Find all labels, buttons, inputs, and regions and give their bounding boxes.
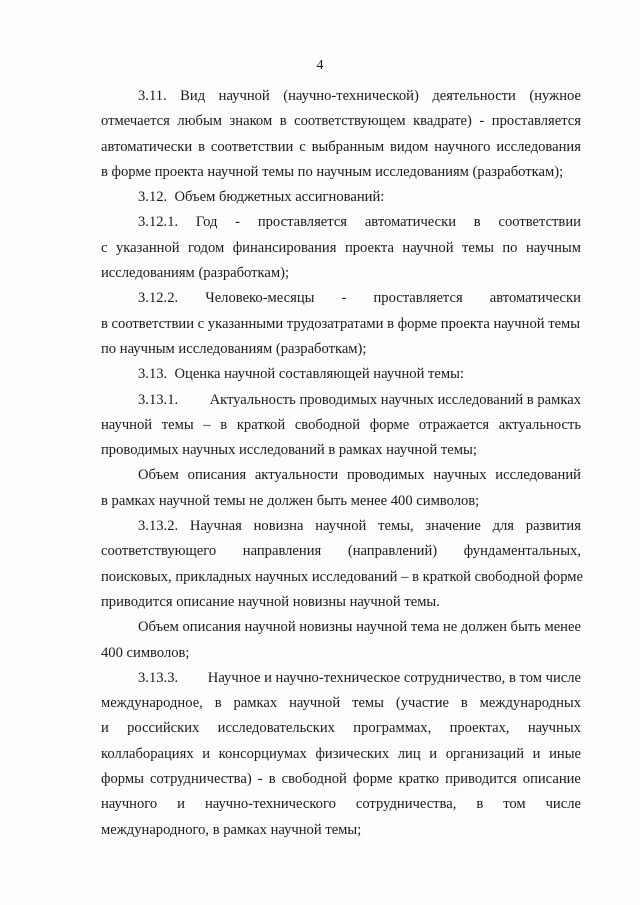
text-word: автоматически <box>364 214 457 231</box>
text-word: в <box>279 113 287 130</box>
text-line <box>101 565 581 590</box>
text-word: соответствии <box>210 138 294 155</box>
text-line <box>101 539 581 564</box>
text-line <box>101 135 581 160</box>
text-word: Человеко-месяцы <box>205 290 315 307</box>
text-word: Актуальность проводимых научных исследований в рамках <box>209 391 581 408</box>
text-run: в соответствии с указанными трудозатратами в форме проекта научной темы <box>101 315 581 332</box>
text-word: - <box>235 214 241 231</box>
text-word: исследовательских <box>217 720 335 737</box>
text-word: видом <box>390 138 429 155</box>
text-word: описание <box>522 771 581 788</box>
text-word: лиц <box>397 745 421 762</box>
text-word: квадрате) <box>413 113 472 130</box>
text-word: годом <box>188 239 225 256</box>
text-word: свободной <box>294 416 361 433</box>
text-run: 400 символов; <box>101 644 190 661</box>
text-word: - <box>341 290 347 307</box>
text-word: проставляется <box>257 214 348 231</box>
document-body <box>101 84 581 843</box>
text-word: выбранным <box>311 138 385 155</box>
text-word: организаций <box>445 745 525 762</box>
text-word: форме <box>352 771 393 788</box>
text-word: автоматически <box>101 138 193 155</box>
text-word: Вид <box>180 88 206 104</box>
text-word: в <box>460 695 468 712</box>
text-word: в <box>220 416 228 433</box>
text-word: развития <box>525 518 581 535</box>
text-word: научных <box>433 467 487 484</box>
text-line <box>101 160 581 185</box>
text-word: (научно-технической) <box>283 88 419 104</box>
text-word: формы <box>101 771 144 788</box>
text-run: по научным исследованиям (разработкам); <box>101 340 367 357</box>
text-word: рамках <box>233 695 278 712</box>
text-word: 3.11. <box>138 88 167 104</box>
text-word: знаком <box>229 113 273 130</box>
text-word: сотрудничества, <box>355 796 457 813</box>
text-word: с <box>101 239 108 256</box>
text-word: отражается <box>418 416 490 433</box>
text-word: 3.13.3. <box>138 669 179 686</box>
text-word: научного <box>101 796 158 813</box>
text-run: исследованиям (разработкам); <box>101 265 290 282</box>
text-word: деятельности <box>432 88 516 104</box>
text-word: с <box>299 138 306 155</box>
text-word: проводимых <box>346 467 425 484</box>
text-word: актуальности <box>254 467 339 484</box>
text-word: Год <box>195 214 218 231</box>
text-word: фундаментальных, <box>463 543 581 560</box>
text-word: форме <box>369 416 410 433</box>
text-word: исследования <box>496 138 581 155</box>
text-word: и <box>532 745 541 762</box>
text-word: проектах, <box>449 720 510 737</box>
text-line <box>101 716 581 741</box>
text-line <box>101 236 581 261</box>
text-word: актуальность <box>498 416 581 433</box>
text-line <box>101 514 581 539</box>
text-word: сотрудничества) <box>149 771 252 788</box>
text-word: коллаборациях <box>101 745 194 762</box>
text-word: - <box>257 771 263 788</box>
text-word: международных <box>479 695 581 712</box>
text-word: исследований <box>495 467 581 484</box>
text-line <box>101 666 581 691</box>
text-word: темы, <box>378 518 414 535</box>
text-run: поисковых, прикладных научных исследований – в краткой свободной форме <box>101 568 583 585</box>
text-word: международное, <box>101 695 203 712</box>
text-word: проставляется <box>491 113 581 130</box>
text-run: 3.12. Объем бюджетных ассигнований: <box>138 189 385 206</box>
text-line <box>101 84 581 109</box>
text-run: приводится описание научной новизны научной темы. <box>101 593 440 610</box>
text-line <box>101 261 581 286</box>
text-word: указанной <box>115 239 180 256</box>
text-word: краткой <box>236 416 286 433</box>
text-word: соответствии <box>498 214 581 231</box>
text-word: соответствующем <box>294 113 406 130</box>
text-word: в <box>198 138 205 155</box>
text-line <box>101 818 581 843</box>
text-word: и <box>177 796 185 813</box>
text-line <box>101 615 581 640</box>
text-word: российских <box>127 720 200 737</box>
text-line <box>101 362 581 387</box>
text-word: научного <box>434 138 491 155</box>
text-run: Объем описания научной новизны научной тема не должен быть менее <box>138 619 581 636</box>
text-word: приводится <box>445 771 517 788</box>
text-word: научной <box>101 416 153 433</box>
text-word: описания <box>187 467 247 484</box>
text-word: иные <box>549 745 581 762</box>
text-word: (участие <box>395 695 449 712</box>
text-line <box>101 590 581 615</box>
text-line <box>101 489 581 514</box>
text-word: любым <box>177 113 223 130</box>
text-word: научной <box>402 239 454 256</box>
text-word: по <box>502 239 518 256</box>
text-word: числе <box>545 796 581 813</box>
text-line <box>101 388 581 413</box>
text-word: 3.13.1. <box>138 391 179 408</box>
text-line <box>101 438 581 463</box>
text-word: - <box>479 113 485 130</box>
text-word: (направлений) <box>347 543 438 560</box>
text-word: и <box>202 745 211 762</box>
text-word: научно-технического <box>204 796 336 813</box>
text-word: научной <box>315 518 367 535</box>
text-line <box>101 767 581 792</box>
text-word: и <box>429 745 438 762</box>
text-word: значение <box>425 518 481 535</box>
text-line <box>101 691 581 716</box>
text-run: международного, в рамках научной темы; <box>101 821 362 838</box>
text-word: Научное и научно-техническое сотрудничество, в том числе <box>207 669 581 686</box>
text-word: в <box>268 771 276 788</box>
text-word: финансирования <box>232 239 337 256</box>
text-word: научной <box>289 695 341 712</box>
text-word: Объем <box>138 467 179 484</box>
text-line <box>101 413 581 438</box>
text-word: – <box>203 416 211 433</box>
text-word: 3.13.2. <box>138 518 179 535</box>
text-word: физических <box>315 745 390 762</box>
page-number: 4 <box>316 58 324 73</box>
text-word: свободной <box>281 771 347 788</box>
text-run: в рамках научной темы не должен быть менее 400 символов; <box>101 492 480 509</box>
text-word: (нужное <box>529 88 581 104</box>
text-word: соответствующего <box>101 543 217 560</box>
text-word: научным <box>525 239 581 256</box>
text-line <box>101 185 581 210</box>
text-word: темы <box>161 416 194 433</box>
text-word: автоматически <box>489 290 581 307</box>
text-line <box>101 210 581 235</box>
text-line <box>101 337 581 362</box>
text-word: кратко <box>398 771 440 788</box>
text-word: 3.12.2. <box>138 290 179 307</box>
text-word: новизна <box>253 518 304 535</box>
text-run: 3.13. Оценка научной составляющей научной темы: <box>138 366 464 383</box>
text-word: в <box>214 695 222 712</box>
text-word: темы <box>352 695 384 712</box>
text-word: программах, <box>353 720 432 737</box>
text-line <box>101 286 581 311</box>
text-line <box>101 742 581 767</box>
text-word: консорциумах <box>218 745 307 762</box>
text-word: том <box>503 796 526 813</box>
text-word: в <box>476 796 484 813</box>
text-line <box>101 641 581 666</box>
text-word: в <box>473 214 481 231</box>
text-word: 3.12.1. <box>138 214 179 231</box>
text-word: для <box>492 518 514 535</box>
text-line <box>101 792 581 817</box>
text-word: и <box>101 720 109 737</box>
text-word: Научная <box>189 518 242 535</box>
text-run: в форме проекта научной темы по научным исследованиям (разработкам); <box>101 163 564 180</box>
text-word: научных <box>527 720 581 737</box>
text-run: проводимых научных исследований в рамках научной темы; <box>101 442 477 459</box>
text-word: темы <box>461 239 494 256</box>
text-word: направления <box>242 543 322 560</box>
text-line <box>101 312 581 337</box>
text-line <box>101 109 581 134</box>
text-word: научной <box>218 88 270 104</box>
text-word: проставляется <box>373 290 463 307</box>
text-word: отмечается <box>101 113 170 130</box>
text-word: проекта <box>344 239 394 256</box>
text-line <box>101 463 581 488</box>
